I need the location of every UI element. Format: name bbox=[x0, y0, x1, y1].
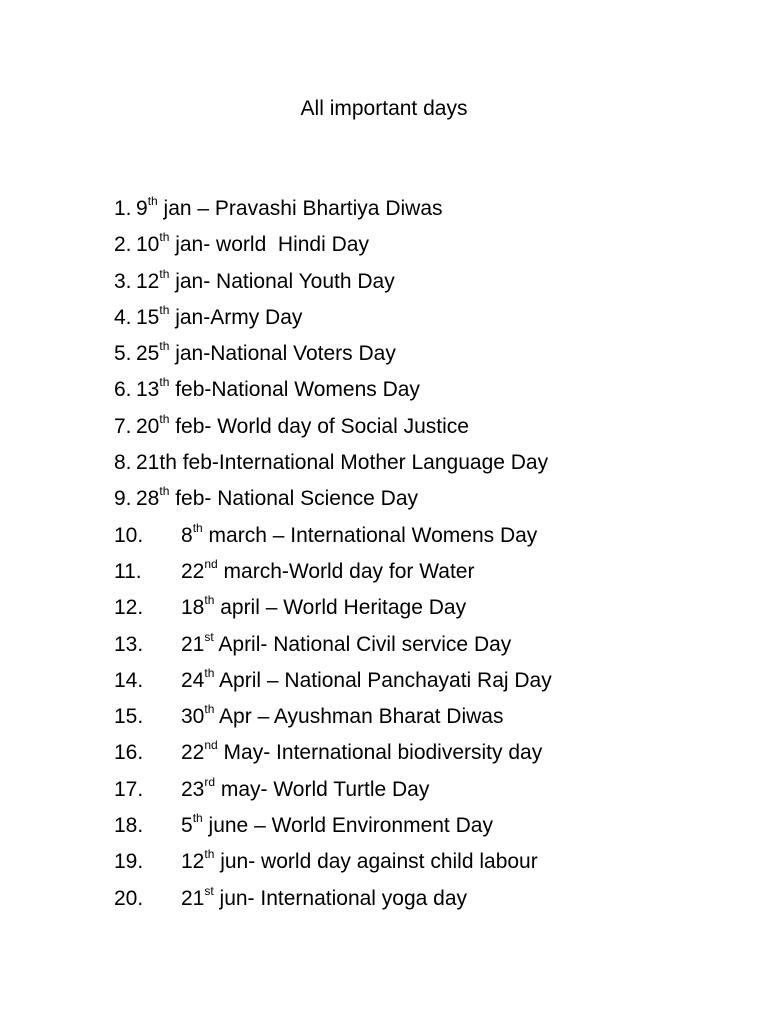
important-days-list bbox=[114, 193, 552, 919]
item-number: 1. bbox=[114, 197, 132, 220]
item-entry bbox=[136, 484, 419, 511]
item-day-suffix: th bbox=[147, 194, 158, 208]
item-number: 11. bbox=[114, 559, 142, 583]
list-item bbox=[114, 846, 552, 882]
item-number: 6. bbox=[114, 378, 132, 402]
item-entry bbox=[136, 266, 395, 293]
list-item bbox=[114, 665, 552, 701]
list-item bbox=[114, 774, 552, 810]
item-entry bbox=[136, 339, 396, 366]
item-day: 23 bbox=[181, 777, 205, 801]
item-day: 21 bbox=[181, 632, 205, 656]
item-number: 7. bbox=[114, 414, 132, 438]
item-day-suffix: th bbox=[159, 230, 170, 245]
item-number: 3. bbox=[114, 269, 132, 293]
item-day-suffix: th bbox=[204, 847, 215, 862]
item-number: 5. bbox=[114, 342, 132, 366]
item-day-suffix: th bbox=[159, 411, 170, 426]
item-day: 15 bbox=[136, 305, 160, 329]
list-item bbox=[114, 229, 552, 265]
item-entry bbox=[181, 520, 538, 547]
list-item bbox=[114, 302, 552, 338]
item-text: April- National Civil service Day bbox=[213, 632, 512, 656]
item-entry bbox=[181, 774, 430, 801]
item-entry bbox=[136, 194, 443, 220]
item-day: 5 bbox=[181, 814, 193, 838]
item-text: Apr – Ayushman Bharat Diwas bbox=[214, 705, 504, 729]
item-day-suffix: th bbox=[192, 811, 203, 826]
item-day: 20 bbox=[136, 414, 160, 438]
item-day: 25 bbox=[136, 342, 160, 366]
list-item bbox=[114, 374, 552, 410]
item-entry bbox=[136, 302, 303, 329]
item-text: march – International Womens Day bbox=[202, 523, 538, 547]
item-number: 8. bbox=[114, 451, 132, 475]
list-item bbox=[114, 629, 552, 665]
item-text: jan-Army Day bbox=[169, 305, 303, 329]
item-entry bbox=[136, 411, 469, 438]
item-day: 18 bbox=[181, 596, 205, 620]
item-day: 13 bbox=[136, 378, 160, 402]
item-day-suffix: rd bbox=[204, 774, 216, 789]
item-entry bbox=[181, 738, 543, 765]
item-day-suffix: st bbox=[204, 629, 214, 644]
item-day-suffix: st bbox=[204, 883, 214, 898]
list-item bbox=[114, 447, 552, 483]
item-day: 10 bbox=[136, 233, 160, 257]
item-text: march-World day for Water bbox=[217, 559, 475, 583]
item-day-suffix: th bbox=[192, 520, 203, 535]
item-entry bbox=[136, 451, 548, 474]
item-day: 12 bbox=[136, 269, 160, 293]
item-text: May- International biodiversity day bbox=[217, 741, 543, 765]
item-day-suffix: th bbox=[159, 375, 170, 390]
item-day: 30 bbox=[181, 705, 205, 729]
list-item bbox=[114, 883, 552, 919]
item-day: 22 bbox=[181, 559, 205, 583]
list-item bbox=[114, 701, 552, 737]
item-day: 12 bbox=[181, 850, 205, 874]
item-text: jan- world Hindi Day bbox=[169, 233, 369, 257]
list-item bbox=[114, 266, 552, 302]
list-item bbox=[114, 737, 552, 773]
item-day-suffix: th bbox=[204, 702, 215, 717]
item-number: 16. bbox=[114, 741, 144, 765]
item-day: 9 bbox=[136, 197, 148, 220]
item-text: jan – Pravashi Bhartiya Diwas bbox=[157, 197, 443, 220]
item-text: jun- International yoga day bbox=[213, 886, 468, 910]
list-item bbox=[114, 193, 552, 229]
item-day: 28 bbox=[136, 487, 160, 511]
item-entry bbox=[181, 665, 552, 692]
item-text: feb- World day of Social Justice bbox=[169, 414, 469, 438]
item-day: 21th feb-International Mother Language Day bbox=[136, 451, 549, 475]
item-number: 4. bbox=[114, 305, 132, 329]
list-item bbox=[114, 338, 552, 374]
item-text: june – World Environment Day bbox=[202, 814, 493, 838]
item-number: 19. bbox=[114, 850, 144, 874]
item-entry bbox=[181, 593, 467, 620]
item-text: feb-National Womens Day bbox=[169, 378, 420, 402]
item-day: 22 bbox=[181, 741, 205, 765]
item-day: 8 bbox=[181, 523, 193, 547]
item-day-suffix: th bbox=[159, 302, 170, 317]
item-number: 20. bbox=[114, 886, 144, 910]
item-number: 12. bbox=[114, 596, 144, 620]
item-number: 9. bbox=[114, 487, 132, 511]
item-day-suffix: th bbox=[159, 339, 170, 354]
item-day-suffix: nd bbox=[204, 738, 218, 753]
item-day-suffix: th bbox=[204, 665, 215, 680]
item-number: 14. bbox=[114, 668, 144, 692]
item-text: jun- world day against child labour bbox=[214, 850, 538, 874]
item-entry bbox=[136, 230, 369, 257]
item-day-suffix: th bbox=[159, 266, 170, 281]
item-text: feb- National Science Day bbox=[169, 487, 419, 511]
item-number: 17. bbox=[114, 777, 144, 801]
item-entry bbox=[181, 702, 504, 729]
item-text: jan- National Youth Day bbox=[169, 269, 395, 293]
item-text: april – World Heritage Day bbox=[214, 596, 467, 620]
page-title: All important days bbox=[300, 97, 468, 120]
item-entry bbox=[181, 811, 493, 838]
list-item bbox=[114, 592, 552, 628]
item-number: 13. bbox=[114, 632, 144, 656]
item-entry bbox=[136, 375, 420, 402]
item-entry bbox=[181, 556, 475, 583]
item-number: 10. bbox=[114, 523, 144, 547]
item-day-suffix: nd bbox=[204, 556, 218, 571]
item-text: April – National Panchayati Raj Day bbox=[214, 668, 552, 692]
item-entry bbox=[181, 847, 538, 874]
item-text: jan-National Voters Day bbox=[169, 342, 396, 366]
item-number: 15. bbox=[114, 705, 144, 729]
list-item bbox=[114, 411, 552, 447]
item-day-suffix: th bbox=[204, 593, 215, 608]
item-day: 24 bbox=[181, 668, 205, 692]
list-item bbox=[114, 556, 552, 592]
item-day: 21 bbox=[181, 886, 205, 910]
item-entry bbox=[181, 629, 512, 656]
item-day-suffix: th bbox=[159, 484, 170, 499]
list-item bbox=[114, 520, 552, 556]
item-entry bbox=[181, 883, 468, 910]
list-item bbox=[114, 810, 552, 846]
item-number: 18. bbox=[114, 814, 144, 838]
item-text: may- World Turtle Day bbox=[215, 777, 430, 801]
list-item bbox=[114, 483, 552, 519]
item-number: 2. bbox=[114, 233, 132, 257]
